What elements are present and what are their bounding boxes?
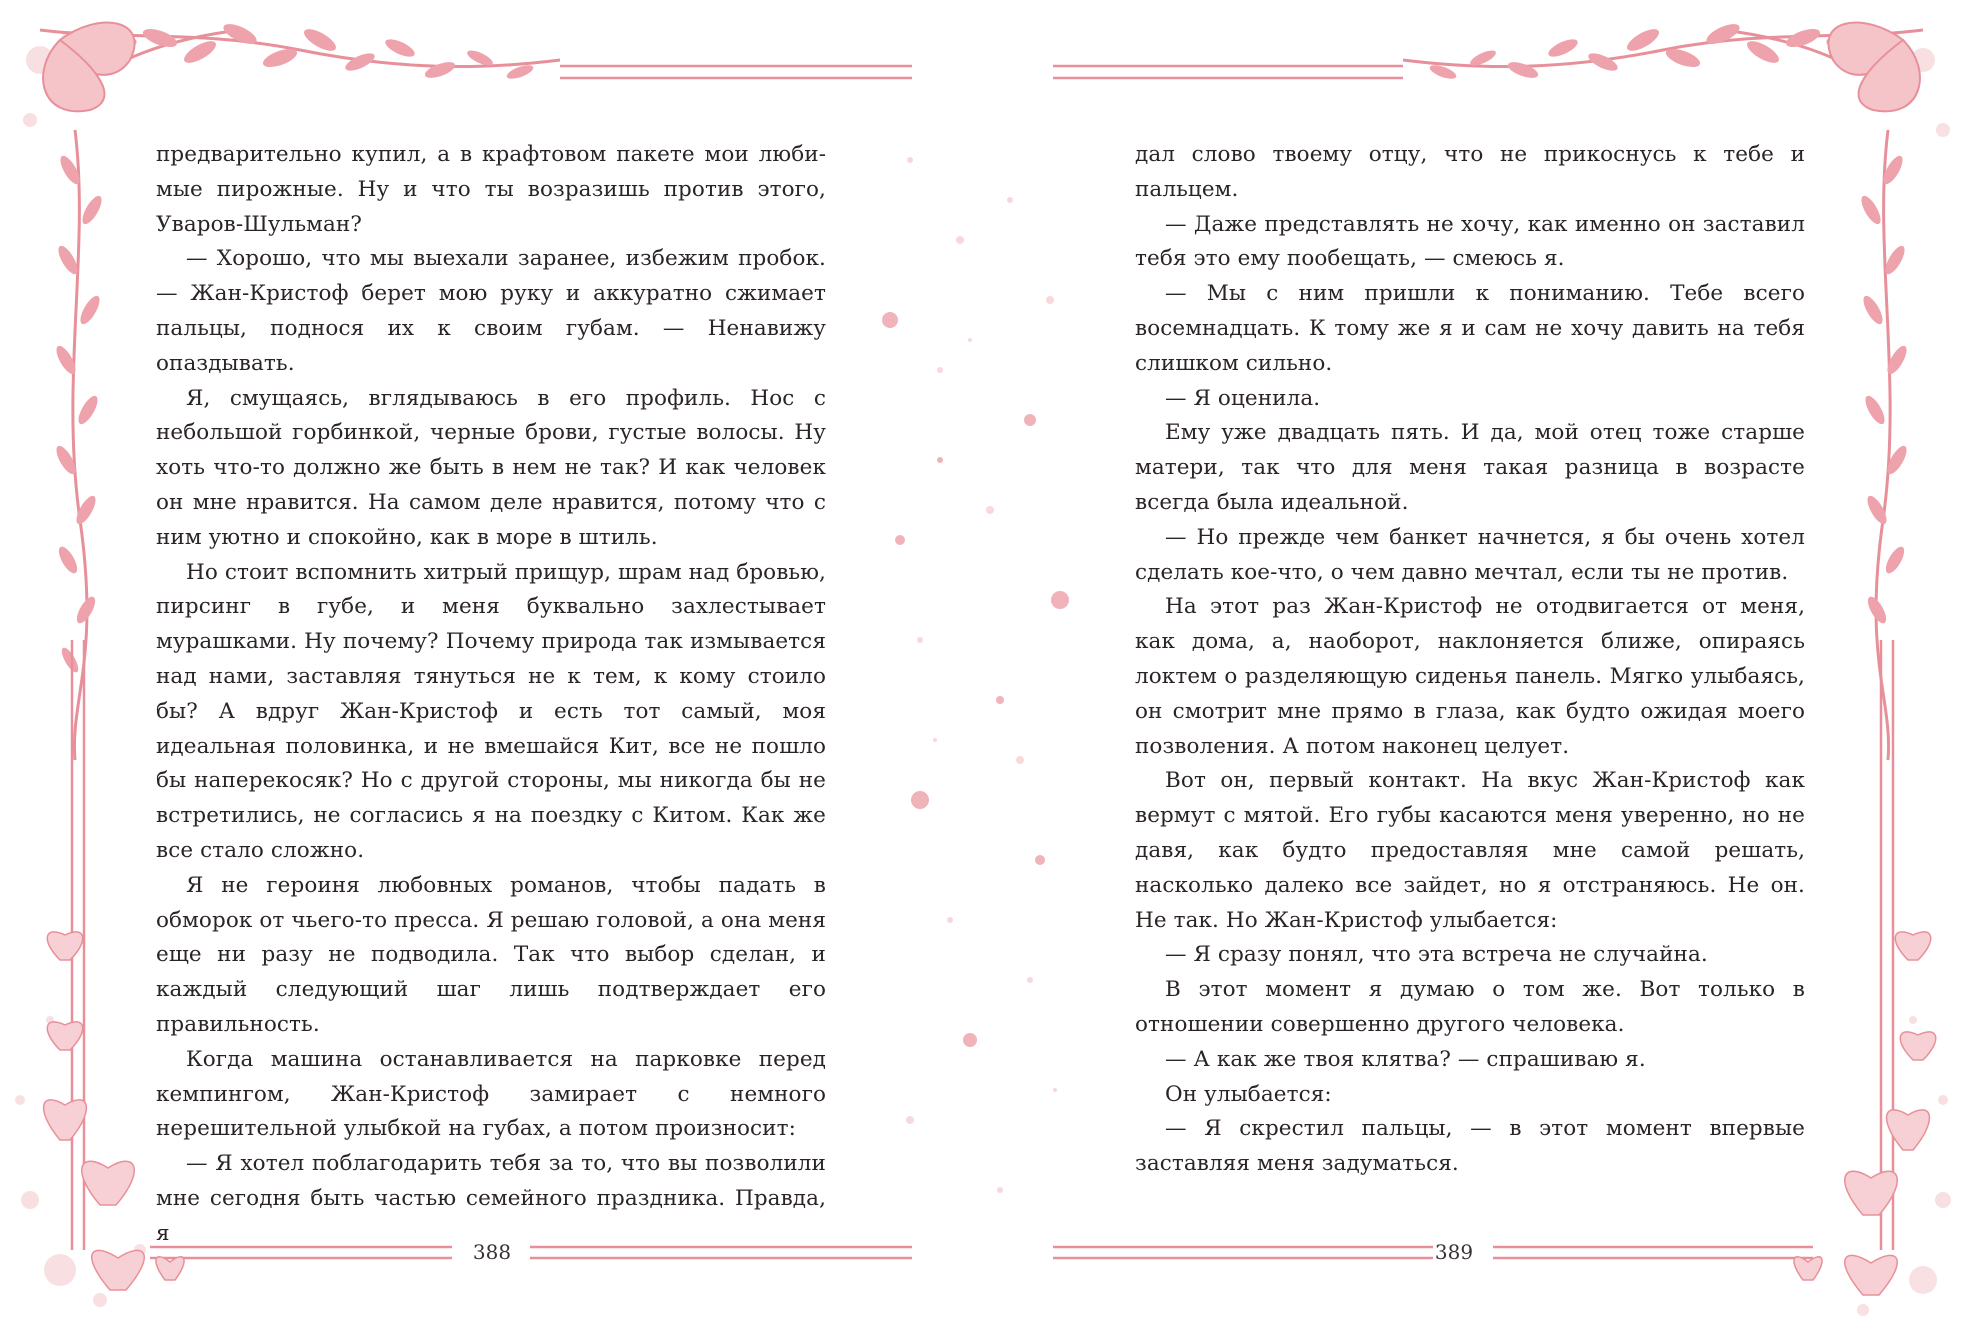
paragraph: Он улыбается: <box>1165 1081 1332 1107</box>
paragraph: — Я оценила. <box>1165 385 1321 411</box>
paragraph: дал слово твоему отцу, что не прикоснусь к тебе и пальцем. <box>1135 142 1805 202</box>
paragraph: — Мы с ним пришли к пониманию. Тебе всего восемнадцать. К тому же я и сам не хочу давить на тебя слишком сильно. <box>1135 281 1805 376</box>
paragraph: — Даже представлять не хочу, как именно он заставил тебя это ему пообещать, — смеюсь я. <box>1135 211 1805 272</box>
paragraph: Ему уже двадцать пять. И да, мой отец тоже старше матери, так что для меня такая разница в возрасте всегда была идеальной. <box>1135 420 1805 515</box>
paragraph: — Я сразу понял, что эта встреча не случайна. <box>1165 942 1708 968</box>
right-page-text <box>1135 138 1805 1182</box>
paragraph: Вот он, первый контакт. На вкус Жан-Кристоф как вермут с мятой. Его губы касаются меня уверенно, но не давя, как будто предоставляя мне самой решать, насколько далеко все зайдет, но я отстраняюсь. Не он. Не так. Но Жан-Кристоф улыбается: <box>1135 768 1805 933</box>
paragraph: предварительно купил, а в крафтовом пакете мои любимые пирожные. Ну и что ты возразишь против этого, Уваров-Шульман? <box>156 142 826 237</box>
paragraph: Я не героиня любовных романов, чтобы падать в обморок от чьего-то пресса. Я решаю головой, а она меня еще ни разу не подводила. Так что выбор сделан, и каждый следующий шаг лишь подтверждает его правильность. <box>156 872 826 1037</box>
paragraph: — А как же твоя клятва? — спрашиваю я. <box>1165 1046 1646 1072</box>
paragraph: Но стоит вспомнить хитрый прищур, шрам над бровью, пирсинг в губе, и меня буквально захлестывает мурашками. Ну почему? Почему природа так измывается над нами, заставляя тянуться не к тем, к кому стоило бы? А вдруг Жан-Кристоф и есть тот самый, моя идеальная половинка, и не вмешайся Кит, все не пошло бы наперекосяк? Но с другой стороны, мы никогда бы не встретились, не согласись я на поездку с Китом. Как же все стало сложно. <box>156 559 826 863</box>
right-page <box>983 0 1966 1331</box>
paragraph: — Но прежде чем банкет начнется, я бы очень хотел сделать кое-что, о чем давно мечтал, если ты не против. <box>1135 524 1805 585</box>
paragraph: — Хорошо, что мы выехали заранее, избежим пробок. — Жан-Кристоф берет мою руку и аккуратно сжимает пальцы, поднося их к своим губам. — Ненавижу опаздывать. <box>156 246 826 376</box>
page-number: 389 <box>1434 1240 1474 1264</box>
paragraph: В этот момент я думаю о том же. Вот только в отношении совершенно другого человека. <box>1135 977 1805 1037</box>
paragraph: — Я хотел поблагодарить тебя за то, что вы позволили мне сегодня быть частью семейного праздника. Правда, я <box>156 1151 826 1246</box>
page-number: 388 <box>472 1240 512 1264</box>
left-page-text <box>156 138 826 1252</box>
paragraph: Когда машина останавливается на парковке перед кемпингом, Жан-Кристоф замирает с немного нерешительной улыбкой на губах, а потом произносит: <box>156 1046 826 1142</box>
paragraph: — Я скрестил пальцы, — в этот момент впервые заставляя меня задуматься. <box>1135 1116 1805 1177</box>
paragraph: Я, смущаясь, вглядываюсь в его профиль. Нос с небольшой горбинкой, черные брови, густые волосы. Ну хоть что-то должно же быть в нем не так? И как человек он мне нравится. На самом деле нравится, потому что с ним уютно и спокойно, как в море в штиль. <box>156 385 826 550</box>
paragraph: На этот раз Жан-Кристоф не отодвигается от меня, как дома, а, наоборот, наклоняется ближе, опираясь локтем о разделяющую сиденья панель. Мягко улыбаясь, он смотрит мне прямо в глаза, как будто ожидая моего позволения. А потом наконец целует. <box>1135 594 1805 759</box>
